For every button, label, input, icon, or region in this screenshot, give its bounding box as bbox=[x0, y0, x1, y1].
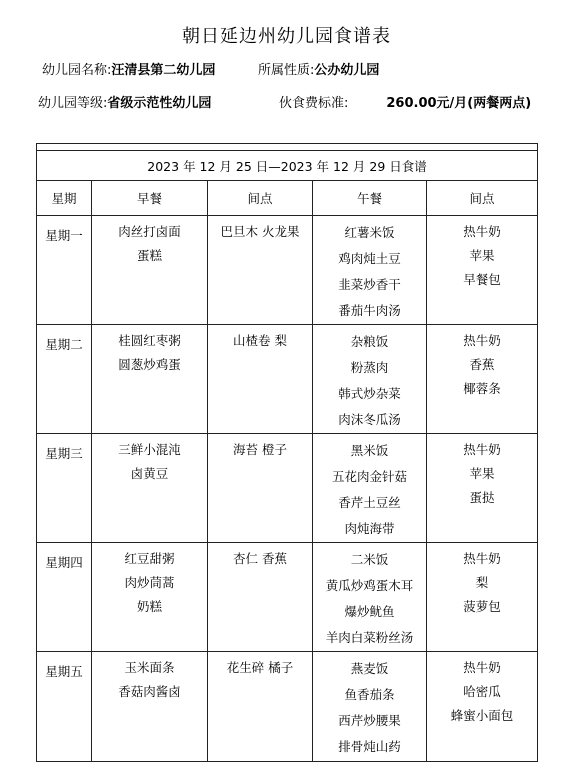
snack-2-cell bbox=[427, 216, 538, 325]
menu-item: 圆葱炒鸡蛋 bbox=[118, 357, 181, 372]
snack-1-cell bbox=[208, 652, 313, 762]
weekday-label: 星期四 bbox=[45, 555, 83, 570]
lunch-cell bbox=[313, 434, 427, 543]
table-row bbox=[37, 434, 538, 543]
table-row bbox=[37, 652, 538, 762]
menu-item: 三鲜小混沌 bbox=[118, 442, 181, 457]
menu-item: 巴旦木 火龙果 bbox=[220, 224, 300, 239]
menu-item: 五花肉金针菇 bbox=[331, 469, 407, 484]
weekday-cell bbox=[37, 652, 92, 762]
header-weekday: 星期 bbox=[37, 181, 92, 216]
grade-label: 幼儿园等级: bbox=[38, 96, 108, 111]
header-snack-2: 间点 bbox=[427, 181, 538, 216]
menu-item: 海苔 橙子 bbox=[233, 442, 287, 457]
menu-item: 肉沫冬瓜汤 bbox=[338, 412, 401, 427]
menu-item: 苹果 bbox=[469, 466, 495, 481]
menu-item: 卤黄豆 bbox=[130, 466, 169, 481]
menu-item: 蜂蜜小面包 bbox=[450, 708, 514, 723]
menu-item: 热牛奶 bbox=[463, 224, 501, 239]
breakfast-cell bbox=[92, 434, 208, 543]
weekday-cell bbox=[37, 434, 92, 543]
menu-item: 鱼香茄条 bbox=[344, 687, 395, 702]
menu-item: 红薯米饭 bbox=[344, 225, 395, 240]
menu-item: 香蕉 bbox=[469, 357, 495, 372]
menu-item: 韩式炒杂菜 bbox=[338, 386, 401, 401]
table-row bbox=[37, 325, 538, 434]
kindergarten-nature bbox=[258, 59, 379, 78]
menu-item: 桂圆红枣粥 bbox=[118, 333, 181, 348]
menu-item: 梨 bbox=[475, 575, 489, 590]
kindergarten-name bbox=[42, 59, 215, 78]
menu-item: 香菇肉酱卤 bbox=[118, 684, 181, 699]
snack-1-cell bbox=[208, 325, 313, 434]
name-value: 汪清县第二幼儿园 bbox=[111, 63, 216, 78]
weekday-cell bbox=[37, 216, 92, 325]
menu-item: 红豆甜粥 bbox=[124, 551, 175, 566]
menu-item: 肉炖海带 bbox=[344, 521, 395, 536]
menu-item: 排骨炖山药 bbox=[338, 739, 401, 754]
header-lunch: 午餐 bbox=[313, 181, 427, 216]
weekday-label: 星期二 bbox=[45, 337, 83, 352]
meal-fee bbox=[279, 92, 531, 111]
snack-2-cell bbox=[427, 543, 538, 652]
menu-item: 蛋糕 bbox=[136, 248, 162, 263]
menu-item: 菠萝包 bbox=[463, 599, 501, 614]
weekday-label: 星期三 bbox=[45, 446, 83, 461]
table-top-spacer bbox=[37, 144, 538, 151]
menu-item: 蛋挞 bbox=[469, 490, 495, 505]
breakfast-cell bbox=[92, 325, 208, 434]
kindergarten-grade bbox=[38, 92, 211, 111]
menu-item: 杂粮饭 bbox=[350, 334, 389, 349]
menu-item: 燕麦饭 bbox=[350, 661, 389, 676]
lunch-cell bbox=[313, 543, 427, 652]
menu-item: 鸡肉炖土豆 bbox=[338, 251, 401, 266]
menu-item: 热牛奶 bbox=[463, 442, 501, 457]
date-range: 2023 年 12 月 25 日—2023 年 12 月 29 日食谱 bbox=[37, 151, 538, 181]
header-snack-1: 间点 bbox=[208, 181, 313, 216]
menu-item: 早餐包 bbox=[463, 272, 501, 287]
lunch-cell bbox=[313, 652, 427, 762]
menu-table bbox=[36, 143, 538, 762]
menu-item: 热牛奶 bbox=[463, 551, 501, 566]
weekday-cell bbox=[37, 543, 92, 652]
fee-value: 260.00元/月(两餐两点) bbox=[386, 96, 532, 111]
date-range-row bbox=[37, 151, 538, 181]
menu-item: 花生碎 橘子 bbox=[226, 660, 294, 675]
fee-label: 伙食费标准: bbox=[279, 96, 349, 111]
menu-item: 哈密瓜 bbox=[463, 684, 501, 699]
table-row bbox=[37, 543, 538, 652]
header-breakfast: 早餐 bbox=[92, 181, 208, 216]
lunch-cell bbox=[313, 325, 427, 434]
breakfast-cell bbox=[92, 652, 208, 762]
menu-item: 粉蒸肉 bbox=[350, 360, 389, 375]
name-label: 幼儿园名称: bbox=[42, 63, 112, 78]
nature-label: 所属性质: bbox=[258, 63, 315, 78]
menu-item: 二米饭 bbox=[350, 552, 389, 567]
menu-item: 玉米面条 bbox=[124, 660, 175, 675]
menu-item: 黑米饭 bbox=[350, 443, 389, 458]
header-row bbox=[37, 181, 538, 216]
menu-item: 杏仁 香蕉 bbox=[233, 551, 287, 566]
weekday-cell bbox=[37, 325, 92, 434]
menu-item: 番茄牛肉汤 bbox=[338, 303, 401, 318]
menu-item: 爆炒鱿鱼 bbox=[344, 604, 395, 619]
menu-item: 奶糕 bbox=[136, 599, 162, 614]
nature-value: 公办幼儿园 bbox=[314, 63, 380, 78]
breakfast-cell bbox=[92, 543, 208, 652]
weekday-label: 星期一 bbox=[45, 228, 83, 243]
grade-value: 省级示范性幼儿园 bbox=[107, 96, 212, 111]
menu-item: 苹果 bbox=[469, 248, 495, 263]
snack-2-cell bbox=[427, 652, 538, 762]
weekday-label: 星期五 bbox=[45, 664, 83, 679]
breakfast-cell bbox=[92, 216, 208, 325]
snack-1-cell bbox=[208, 216, 313, 325]
menu-item: 黄瓜炒鸡蛋木耳 bbox=[325, 578, 414, 593]
menu-item: 香芹土豆丝 bbox=[338, 495, 401, 510]
menu-item: 西芹炒腰果 bbox=[338, 713, 401, 728]
menu-item: 羊肉白菜粉丝汤 bbox=[325, 630, 414, 645]
snack-1-cell bbox=[208, 543, 313, 652]
snack-1-cell bbox=[208, 434, 313, 543]
menu-item: 韭菜炒香干 bbox=[338, 277, 401, 292]
menu-item: 热牛奶 bbox=[463, 333, 501, 348]
menu-item: 山楂卷 梨 bbox=[233, 333, 287, 348]
menu-item: 肉丝打卤面 bbox=[118, 224, 181, 239]
lunch-cell bbox=[313, 216, 427, 325]
menu-item: 肉炒茼蒿 bbox=[124, 575, 175, 590]
table-row bbox=[37, 216, 538, 325]
menu-item: 热牛奶 bbox=[463, 660, 501, 675]
page-title: 朝日延边州幼儿园食谱表 bbox=[182, 26, 391, 47]
snack-2-cell bbox=[427, 325, 538, 434]
snack-2-cell bbox=[427, 434, 538, 543]
menu-item: 椰蓉条 bbox=[463, 381, 501, 396]
